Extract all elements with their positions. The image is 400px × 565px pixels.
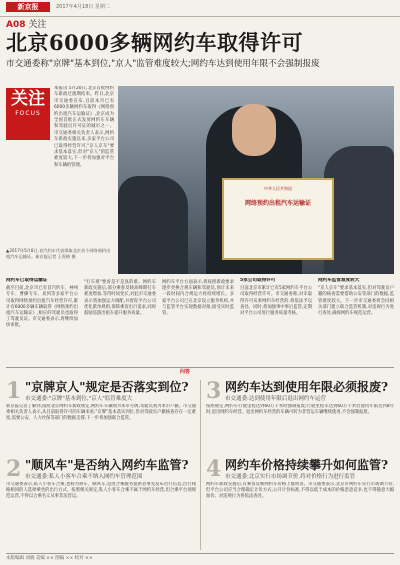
photo-caption: ▲2017年5月8日,首汽约车代表领取北京首个网络预约出租汽车运输证。新京报记者 王贵彬 摄 xyxy=(6,248,111,259)
article-body xyxy=(6,278,394,364)
section-name: 关注 xyxy=(28,20,47,30)
qa-question: "京牌京人"规定是否落实到位? xyxy=(25,380,189,394)
qa-number: 3 xyxy=(206,378,222,404)
article-column xyxy=(162,278,234,364)
column-text: 网约车平台方面表示,将按照新政要求逐步更换合规车辆和驾驶员,预计未来一段时间内合规运力将持续增长。多家平台公司已在北京设立服务机构,并与监管平台实现数据对接,接受实时监管。 xyxy=(162,280,234,317)
qa-question: "顺风车"是否纳入网约车监管? xyxy=(25,458,189,472)
qa-text: 市交通委表示,私人小客车合乘,也称为拼车、顺风车,是由合乘服务提供者事先发布出行信息,出行线路相同的人选择乘坐的出行方式。按照相关规定,私人小客车合乘不属于网约车经营,但合乘平台须规范运营,不得以合乘名义从事非法营运。 xyxy=(6,482,196,500)
qa-number: 2 xyxy=(6,456,22,482)
lead-paragraph: 本报讯 5月20日,北京首批网约车新政过渡期结束。昨日,北京市交通委宣布,目前本市已有6000多辆网约车取得《网络预约出租汽车运输证》,北京成为全国首批正式发放网约车车辆和驾驶员许可证的城市之一。市交通委相关负责人表示,网约车新政实施以来,多家平台公司已取得经营许可,"京人京车"要求基本落实,但对"京人"的监管难度较大,下一步将加强对平台和车辆的管理。 xyxy=(54,86,114,168)
qa-text: 网约车新政实施后,有乘客反映网约车价格上涨明显。市交通委表示,北京市网约车实行市场调节价,但平台公司应当合理确定计价方式,公开计价标准,不得以低于成本的价格恶意竞争,也不得随意大幅加价。对违规行为将依法查处。 xyxy=(206,482,394,500)
qa-section-divider xyxy=(6,367,394,376)
page-footer: 本版编辑 刘晓 美编 ×× 图编 ×× 校对 ×× xyxy=(6,553,394,564)
qa-answer-summary: 市交通委:"京牌"基本到位,"京人"监管难度大 xyxy=(25,396,133,402)
issue-date: 2017年4月18日 星期二 xyxy=(56,4,110,10)
photo-crowd-left xyxy=(118,176,188,274)
qa-question: 网约车价格持续攀升如何监管? xyxy=(225,458,389,472)
qa-number: 1 xyxy=(6,378,22,404)
qa-block-2 xyxy=(6,458,196,480)
focus-badge-sub: FOCUS xyxy=(15,110,41,117)
column-text: 截至目前,北京市已有首汽约车、神州专车、曹操专车、易到等多家平台公司取得网络预约出租汽车经营许可,累计有6000多辆车辆取得《网络预约出租汽车运输证》,相应的驾驶员也取得了驾驶员证。市交通委表示,将继续加快审批。 xyxy=(6,286,78,329)
qa-block-3 xyxy=(206,380,394,402)
article-column xyxy=(318,278,394,364)
section-code: A08 xyxy=(6,20,26,30)
column-heading: 网约车已取得运输证 xyxy=(6,278,48,283)
article-column xyxy=(6,278,78,364)
certificate-title: 网络预约出租汽车运输证 xyxy=(244,200,311,207)
photo-crowd-right xyxy=(324,146,394,274)
qa-section-label: 问答 xyxy=(176,368,194,375)
column-heading: 5家公司取得许可 xyxy=(240,278,276,283)
headline: 北京6000多辆网约车取得许可 xyxy=(6,30,303,55)
focus-badge-main: 关注 xyxy=(11,89,45,109)
article-column xyxy=(84,278,156,364)
subheadline: 市交通委称"京牌"基本到位,"京人"监管难度较大;网约车达到使用年限不会强制报废 xyxy=(6,59,320,69)
newspaper-logo: 新京报 xyxy=(6,2,50,12)
qa-block-1 xyxy=(6,380,196,402)
section-label xyxy=(6,17,47,30)
news-photo xyxy=(118,86,394,274)
qa-answer-summary: 市交通委:私人小客车合乘不纳入网约车管理范围 xyxy=(25,474,143,480)
photo-person-head xyxy=(232,104,276,156)
qa-answer-summary: 市交通委:北京实行市场调节价,将对价格行为进行监管 xyxy=(225,474,356,480)
certificate-top-text: 中华人民共和国 xyxy=(264,186,292,191)
qa-block-4 xyxy=(206,458,394,480)
qa-text: 按照规定,网约车行驶里程达到60万千米时强制报废;行驶里程未达到60万千米但使用年限达到8年时,退出网约车经营。退出网约车经营的车辆可转为非营运车辆继续使用,不会强制报废。 xyxy=(206,404,394,416)
qa-text: 新京报记者了解到,按照北京网约车新政规定,网约车车辆须为本市号牌,驾驶员须为本市户籍。市交通委相关负责人表示,从目前取得许可的车辆来看,"京牌"基本落实到位,但对驾驶员户籍核查存在一定难度,需要公安、人力社保等部门的数据支撑,下一步将加强联合监管。 xyxy=(6,404,196,422)
column-text: "京人京车"要求基本落实,但对驾驶员户籍的核查需要借助公安等部门的数据,监管难度较大。下一步市交通委将会同相关部门建立联合监管机制,对违规行为进行查处,确保网约车规范运营。 xyxy=(318,286,394,317)
column-divider xyxy=(200,380,201,550)
column-text: 目前北京市累计已有5家网约车平台公司取得经营许可。市交通委称,对未取得许可从事网约车经营的,将依法予以查处。同时,将加强事中事后监管,定期对平台公司进行服务质量考核。 xyxy=(240,286,312,317)
article-column xyxy=(240,278,312,364)
column-heading: 网约车监管难度较大 xyxy=(318,278,360,283)
qa-number: 4 xyxy=(206,456,222,482)
qa-question: 网约车达到使用年限必须报废? xyxy=(225,380,389,394)
focus-badge xyxy=(6,88,50,140)
qa-answer-summary: 市交通委:达到使用年限后退出网约车运营 xyxy=(225,396,326,402)
column-text: "打车难"要看是不是真的难。网约车新政实施后,部分乘客反映高峰期打车难度增加,等待时间变长,对此市交通委表示将加强运力调配,并督促平台公司优化派单规则,保障乘客出行需求,同时鼓励巡游出租车提升服务质量。 xyxy=(84,280,156,317)
